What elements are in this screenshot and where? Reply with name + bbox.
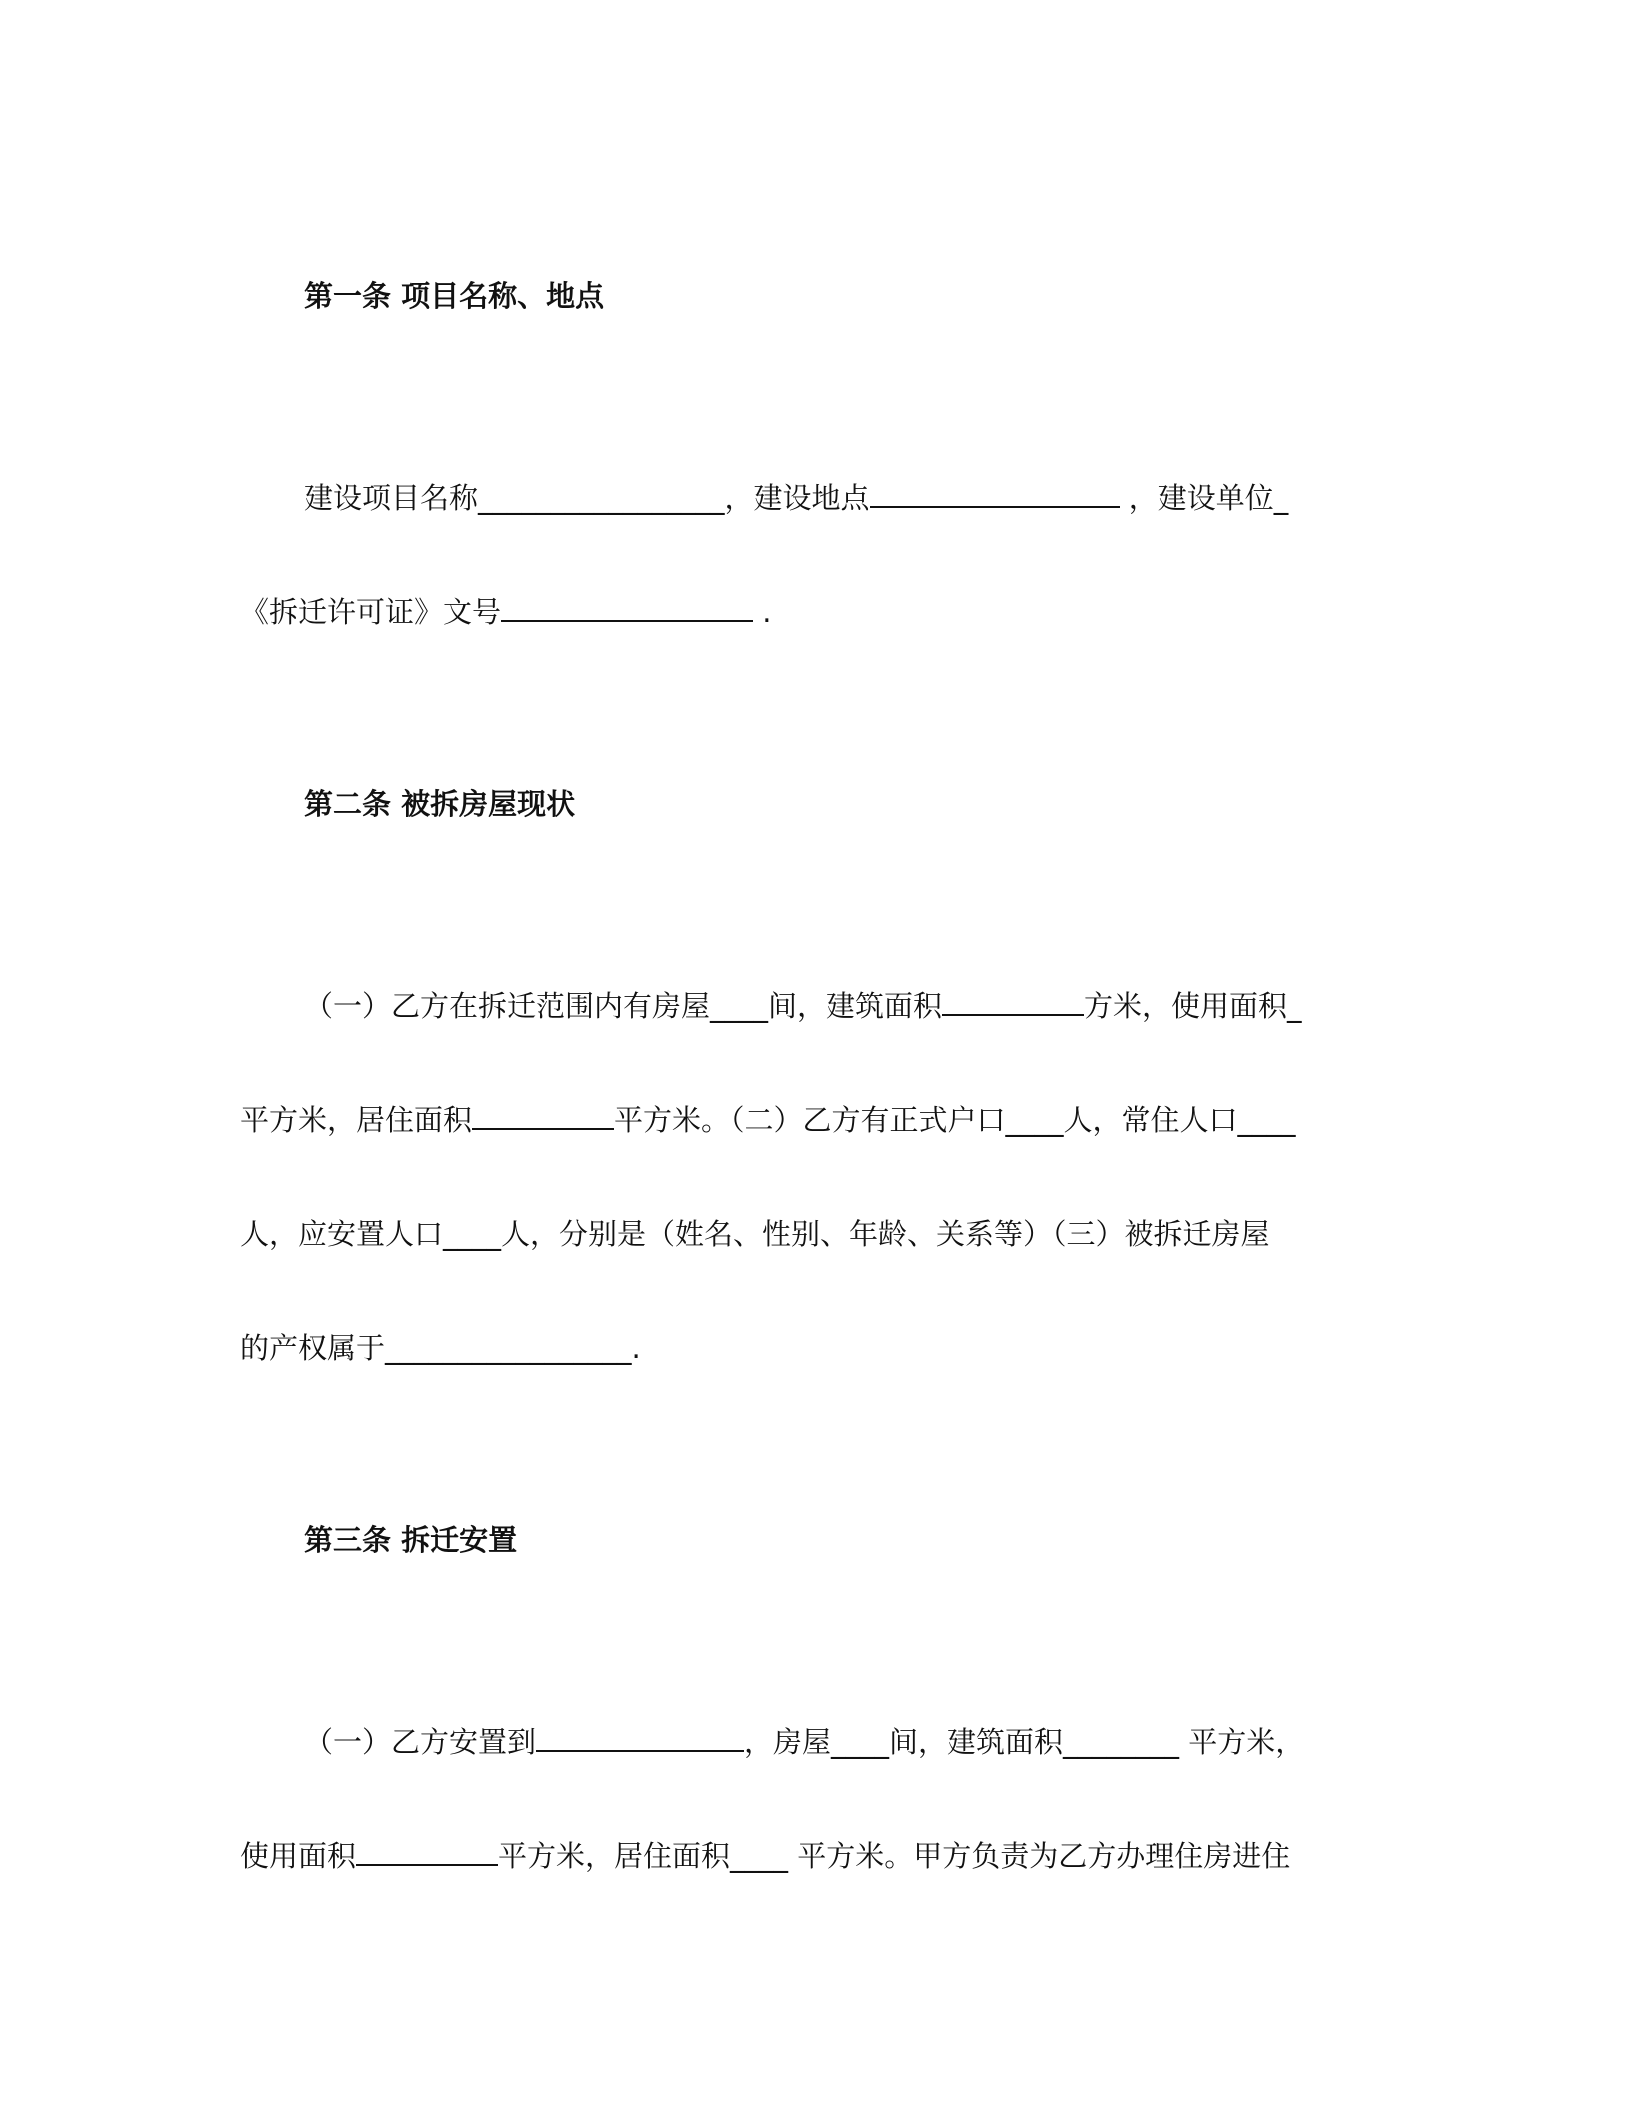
project-name-label: 建设项目名称_________________ bbox=[304, 481, 725, 515]
relocation-use-area-label: 使用面积 bbox=[240, 1839, 357, 1873]
floor-area-blank[interactable] bbox=[942, 990, 1084, 1016]
relocation-living-text: 平方米，居住面积____ 平方米。甲方负责为乙方办理住房进住 bbox=[498, 1839, 1291, 1873]
article3-line2 bbox=[240, 1834, 1380, 1878]
article2-line1 bbox=[304, 984, 1380, 1028]
article2-heading: 第二条 被拆房屋现状 bbox=[304, 787, 576, 821]
house-count-text: （一）乙方在拆迁范围内有房屋____间，建筑面积 bbox=[304, 989, 943, 1023]
location-label: ，建设地点 bbox=[724, 481, 870, 515]
relocation-use-area-blank[interactable] bbox=[356, 1840, 498, 1866]
article1-heading: 第一条 项目名称、地点 bbox=[304, 279, 605, 313]
household-text: 平方米。（二）乙方有正式户口____人，常住人口____ bbox=[614, 1103, 1296, 1137]
article3-heading: 第三条 拆迁安置 bbox=[304, 1523, 518, 1557]
relocation-blank[interactable] bbox=[536, 1726, 744, 1752]
permit-number-label: 《拆迁许可证》文号 bbox=[240, 595, 502, 629]
article2-line4: 的产权属于_________________. bbox=[240, 1331, 641, 1365]
article1-line2 bbox=[240, 590, 1380, 634]
period: . bbox=[753, 595, 772, 629]
living-area-blank[interactable] bbox=[472, 1104, 614, 1130]
permit-number-blank[interactable] bbox=[501, 596, 753, 622]
article1-line1 bbox=[304, 476, 1380, 520]
article3-line1 bbox=[304, 1720, 1380, 1764]
location-blank[interactable] bbox=[870, 482, 1120, 508]
article2-line3: 人，应安置人口____人，分别是（姓名、性别、年龄、关系等）（三）被拆迁房屋 bbox=[240, 1217, 1270, 1251]
article2-line2 bbox=[240, 1098, 1380, 1142]
living-area-text: 平方米，居住面积 bbox=[240, 1103, 473, 1137]
relocation-area-text: ，房屋____间，建筑面积________ 平方米， bbox=[744, 1725, 1305, 1759]
use-area-text: 方米，使用面积_ bbox=[1084, 989, 1302, 1023]
builder-label: ，建设单位_ bbox=[1119, 481, 1289, 515]
relocation-label: （一）乙方安置到 bbox=[304, 1725, 537, 1759]
